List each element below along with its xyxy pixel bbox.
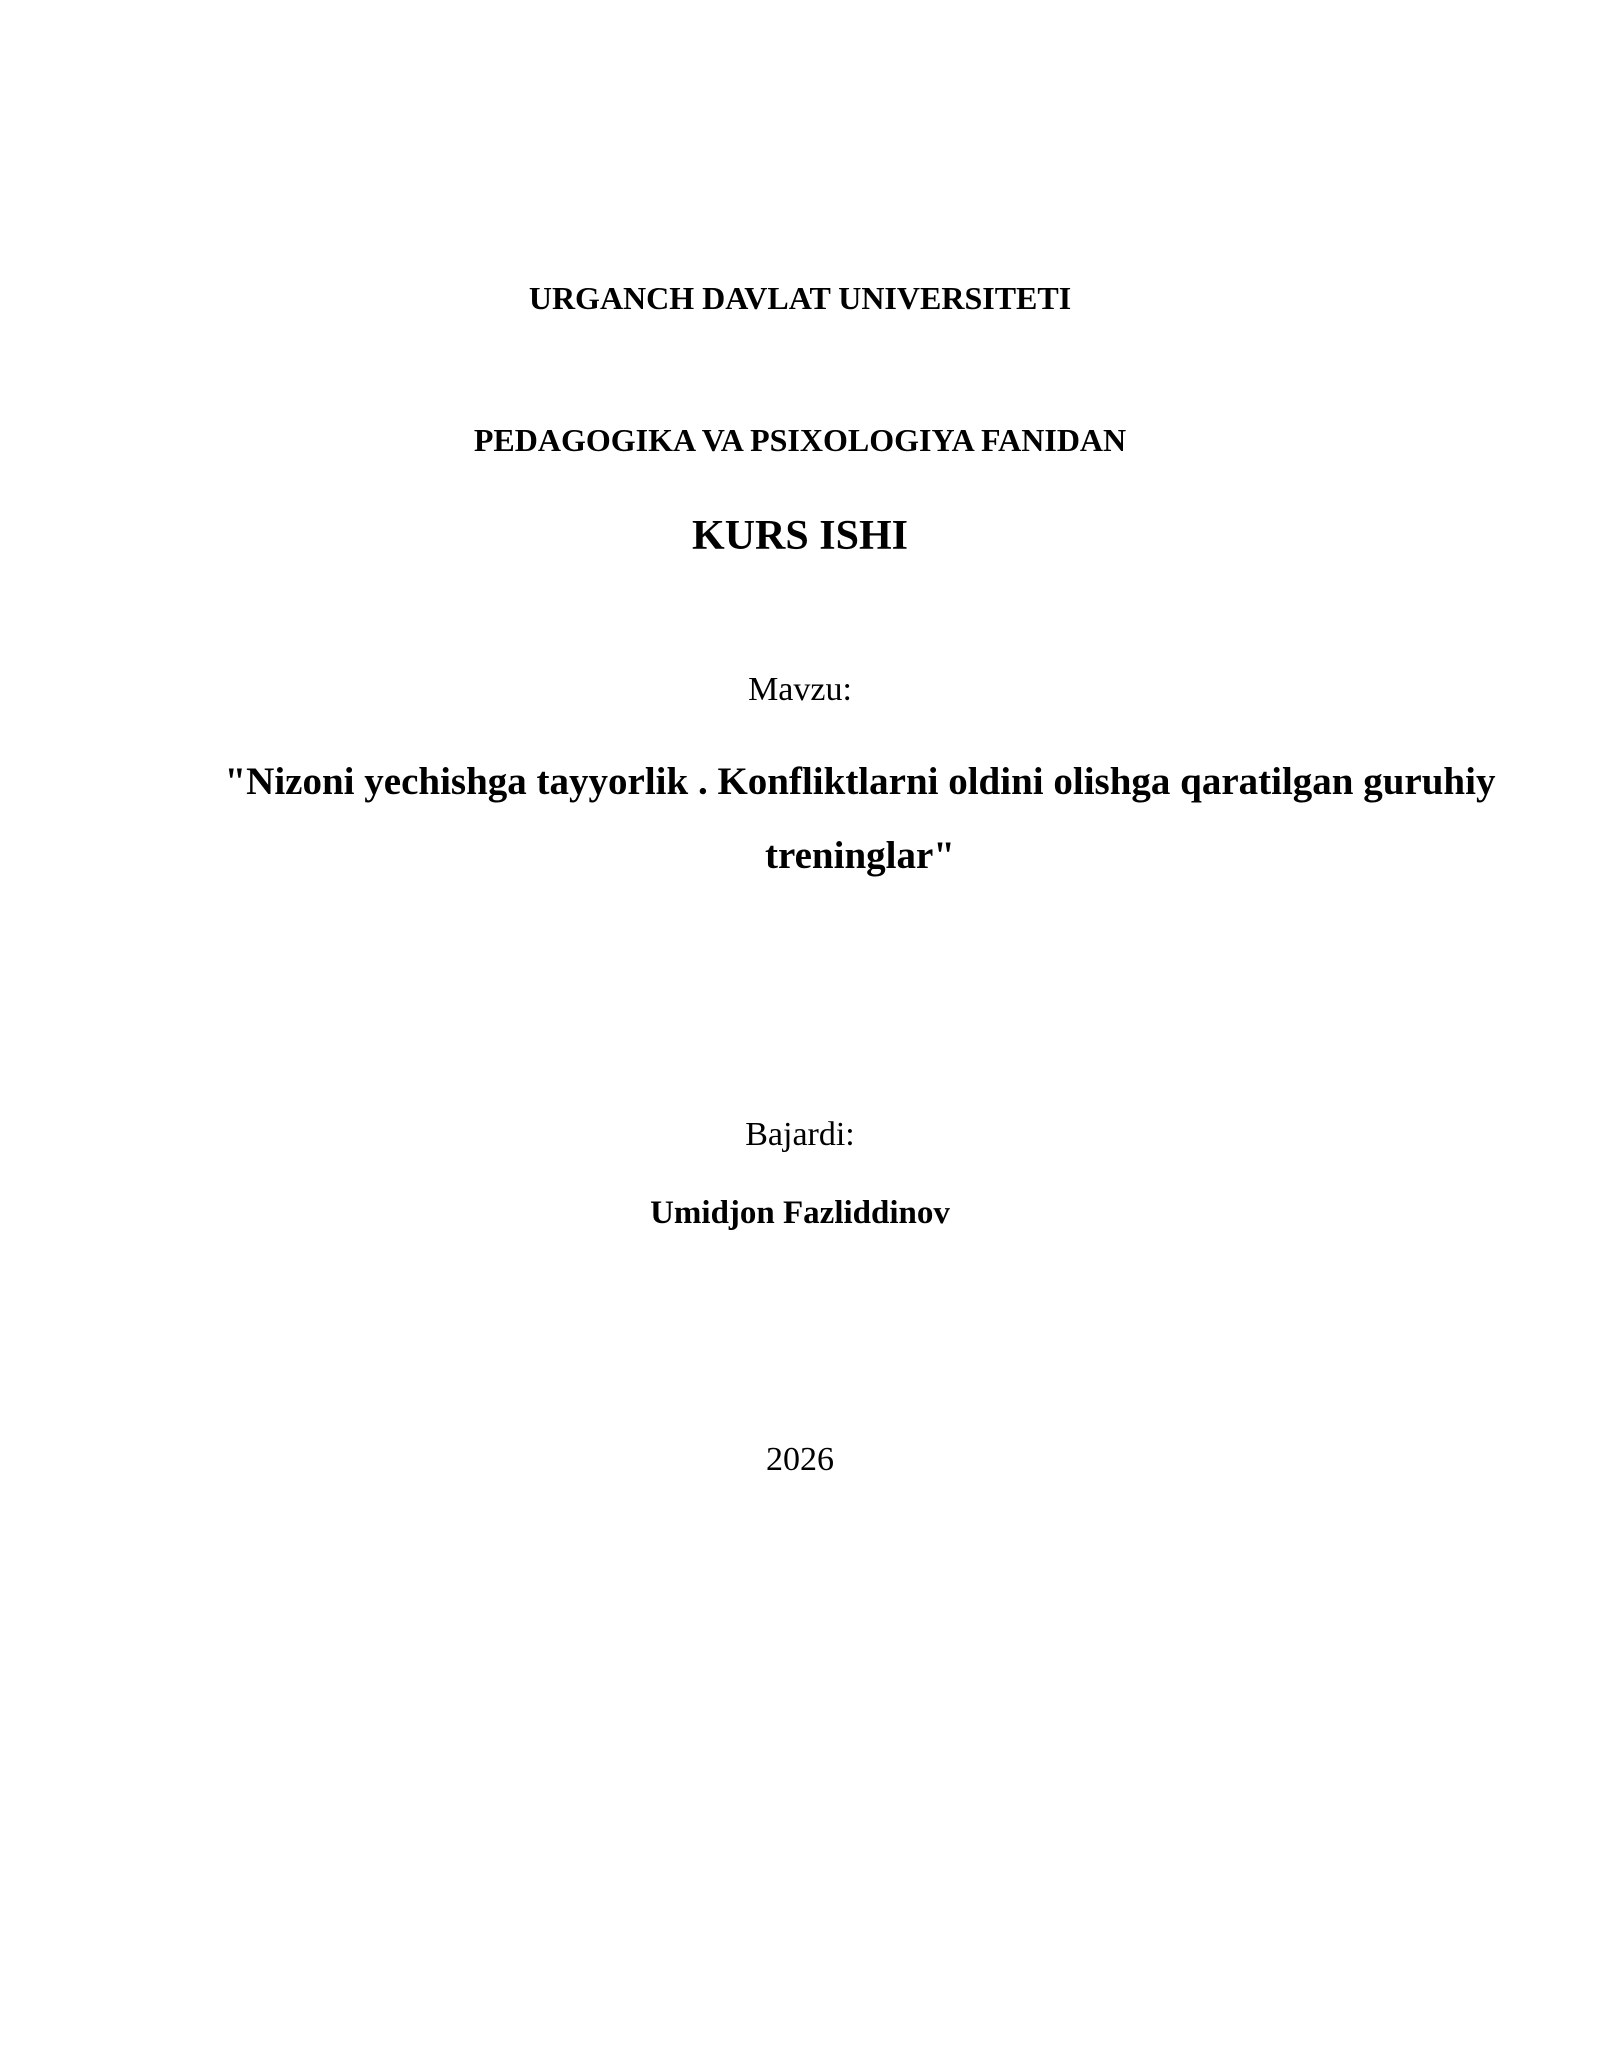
author-label: Bajardi: [745,1116,855,1153]
university-name: URGANCH DAVLAT UNIVERSITETI [528,280,1072,316]
topic-label: Mavzu: [748,671,852,708]
year: 2026 [766,1441,834,1478]
author-name: Umidjon Fazliddinov [650,1195,950,1231]
topic-title: "Nizoni yechishga tayyorlik . Konfliktlarni oldini olishga qaratilgan guruhiy treninglar" [224,760,1496,877]
document-type-title: KURS ISHI [692,513,908,559]
subject-heading: PEDAGOGIKA VA PSIXOLOGIYA FANIDAN [473,422,1127,458]
